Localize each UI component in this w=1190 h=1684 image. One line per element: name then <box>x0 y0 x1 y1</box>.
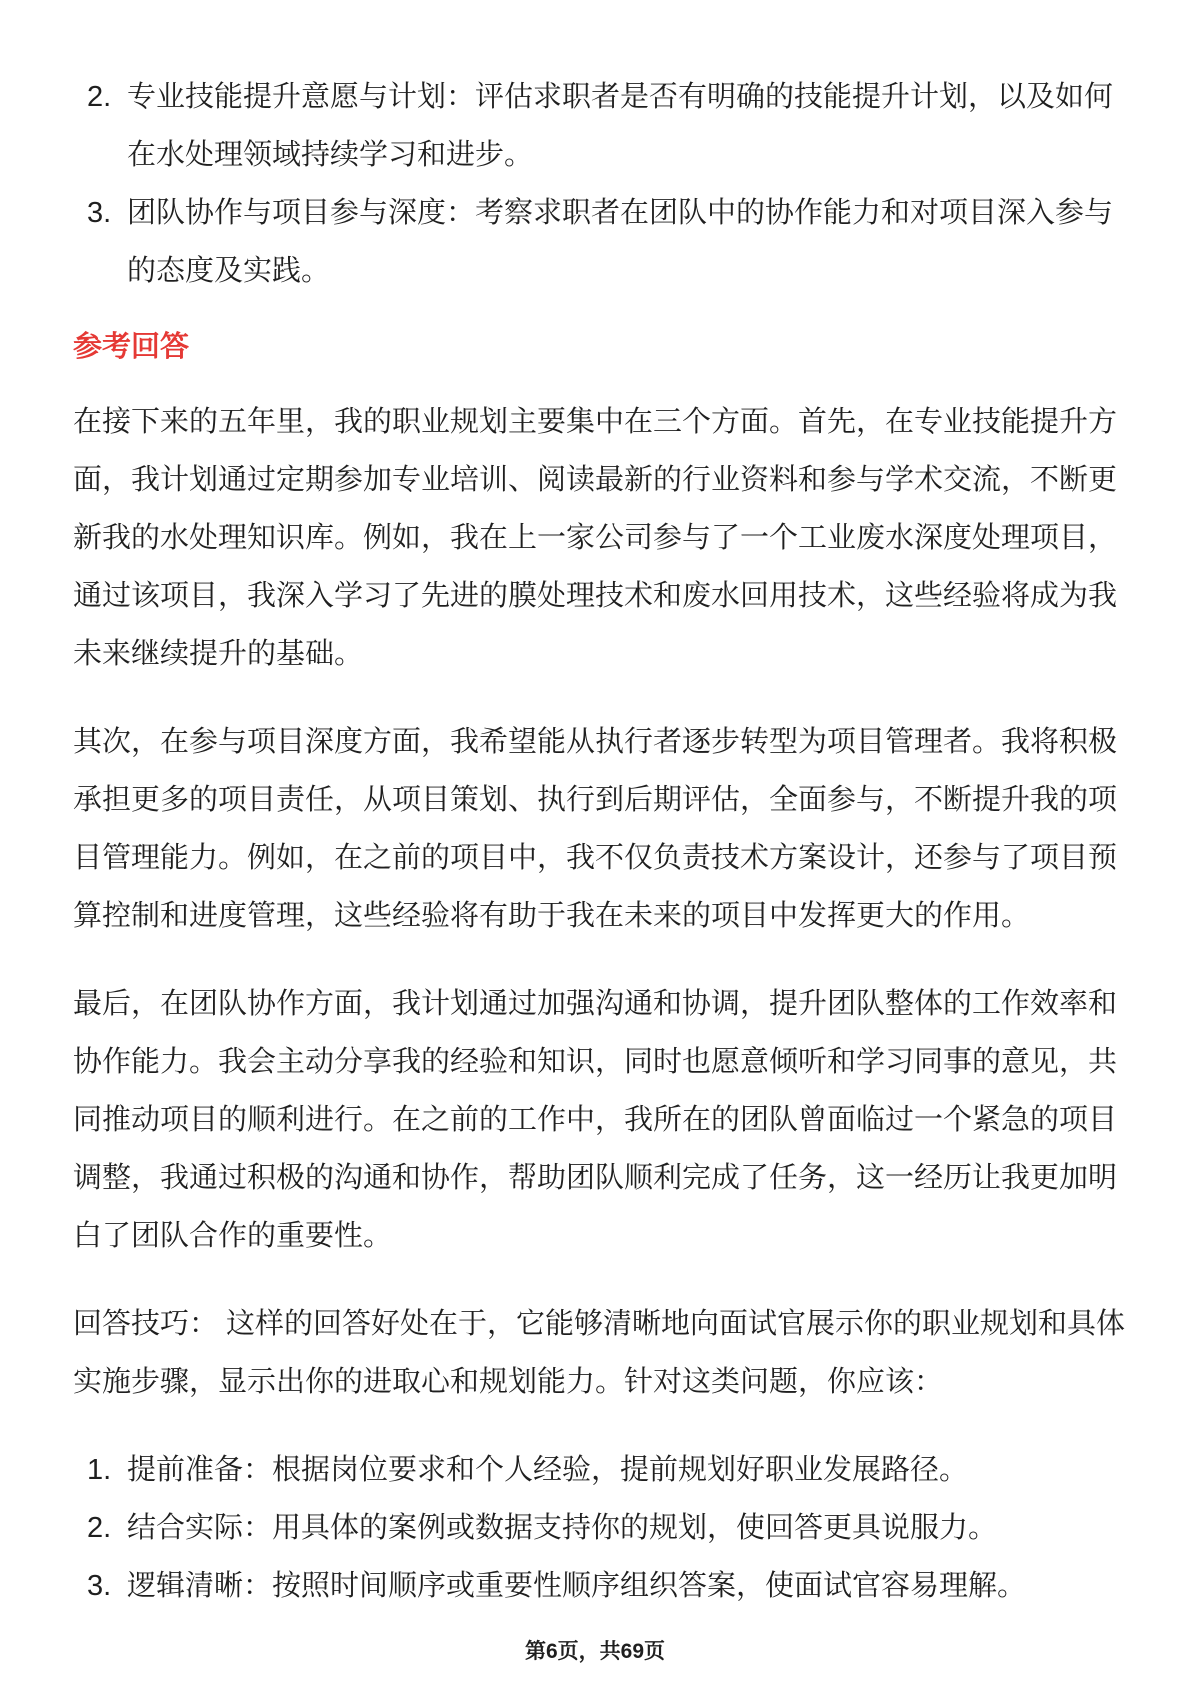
list-item-number: 3. <box>87 197 112 229</box>
list-item-number: 1. <box>87 1454 112 1486</box>
list-item-text: 结合实际：用具体的案例或数据支持你的规划，使回答更具说服力。 <box>127 1512 998 1544</box>
list-item <box>73 184 1135 300</box>
answer-paragraph-2: 其次，在参与项目深度方面，我希望能从执行者逐步转型为项目管理者。我将积极承担更多的项目责任，从项目策划、执行到后期评估，全面参与，不断提升我的项目管理能力。例如，在之前的项目中，我不仅负责技术方案设计，还参与了项目预算控制和进度管理，这些经验将有助于我在未来的项目中发挥更大的作用。 <box>73 726 1118 932</box>
list-item-text: 逻辑清晰：按照时间顺序或重要性顺序组织答案，使面试官容易理解。 <box>127 1570 1027 1602</box>
answer-tips-paragraph: 回答技巧： 这样的回答好处在于，它能够清晰地向面试官展示你的职业规划和具体实施步骤，显示出你的进取心和规划能力。针对这类问题，你应该： <box>73 1308 1126 1398</box>
list-item-text: 提前准备：根据岗位要求和个人经验，提前规划好职业发展路径。 <box>127 1454 969 1486</box>
list-item-text: 专业技能提升意愿与计划：评估求职者是否有明确的技能提升计划，以及如何在水处理领域持续学习和进步。 <box>127 81 1114 171</box>
list-item-number: 2. <box>87 1512 112 1544</box>
list-item <box>73 1557 1135 1615</box>
tips-list <box>73 1441 1135 1615</box>
list-item <box>73 1499 1135 1557</box>
answer-paragraph-3: 最后，在团队协作方面，我计划通过加强沟通和协调，提升团队整体的工作效率和协作能力。我会主动分享我的经验和知识，同时也愿意倾听和学习同事的意见，共同推动项目的顺利进行。在之前的工作中，我所在的团队曾面临过一个紧急的项目调整，我通过积极的沟通和协作，帮助团队顺利完成了任务，这一经历让我更加明白了团队合作的重要性。 <box>73 988 1118 1252</box>
list-item-text: 团队协作与项目参与深度：考察求职者在团队中的协作能力和对项目深入参与的态度及实践。 <box>127 197 1114 287</box>
list-item <box>73 68 1135 184</box>
page-footer: 第6页，共69页 <box>524 1640 666 1663</box>
evaluation-points-list <box>73 68 1135 300</box>
list-item-number: 3. <box>87 1570 112 1602</box>
answer-paragraph-1: 在接下来的五年里，我的职业规划主要集中在三个方面。首先，在专业技能提升方面，我计划通过定期参加专业培训、阅读最新的行业资料和参与学术交流，不断更新我的水处理知识库。例如，我在上一家公司参与了一个工业废水深度处理项目，通过该项目，我深入学习了先进的膜处理技术和废水回用技术，这些经验将成为我未来继续提升的基础。 <box>73 406 1118 670</box>
document-body <box>73 68 1135 1615</box>
list-item <box>73 1441 1135 1499</box>
list-item-number: 2. <box>87 81 112 113</box>
section-heading: 参考回答 <box>73 331 190 363</box>
